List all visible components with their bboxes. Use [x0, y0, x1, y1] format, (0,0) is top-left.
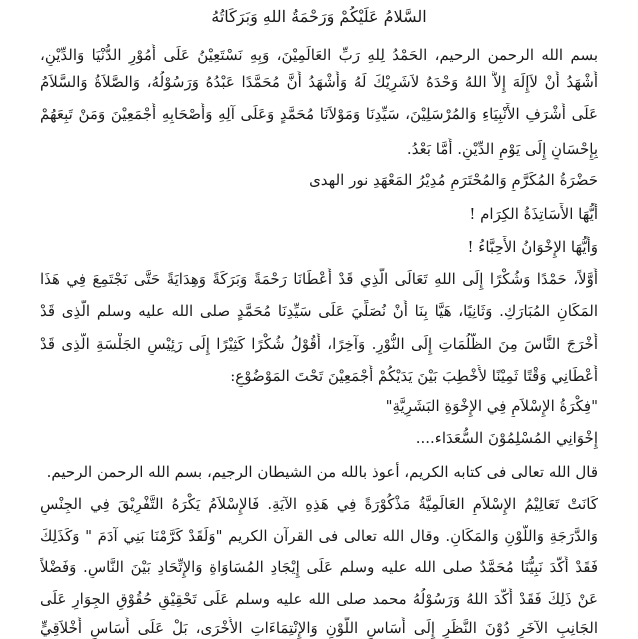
text-line: أَعْطَانِي وَقْتًا ثَمِيْنًا لأُخْطِبَ بَيْنَ يَدَيْكُمْ أَجْمَعِيْنَ تَحْتَ المَوْضُوْعِ:	[230, 367, 598, 385]
text-line: عَنْ ذَلِكَ فَقَدْ أَكَّدَ اللهُ وَرَسُوْلُهُ محمد صلى الله عليه وسلم عَلَى تَحْقِيْقِ حُقُوْقِ الجِوَارِ عَلَى	[40, 590, 598, 608]
text-line: أَيُّهَا الأَسَاتِذَةُ الكِرَام !	[469, 205, 598, 223]
text-line: أَخْرَجَ النَّاسَ مِنَ الظُّلُمَاتِ إِلَى النُّوْرِ. وَآخِرًا، أَقُوْلُ شُكْرًا كَثِيْرًا إِلَى رَئِيْسِ الجَلْسَةِ الَّذِى قَدْ	[40, 335, 598, 353]
topic-line: "فِكْرَةُ الإِسْلاَمِ فِي الإِخْوَةِ البَشَرِيَّةِ"	[385, 397, 598, 415]
text-line: وَأَيُّهَا الإِخْوَانُ الأَحِبَّاءُ !	[467, 238, 598, 256]
text-line: حَضْرَةُ المُكَرَّمِ وَالمُحْتَرَمِ مُدِيْرُ المَعْهَدِ نور الهدى	[309, 171, 598, 189]
text-line: وَالدَّرَجَةِ وَاللَّوْنِ وَالمَكَانِ. وقال الله تعالى فى القرآن الكريم "وَلَقَدْ كَرَّمْنَا بَنِي آدَمَ " وَكَذَلِكَ	[40, 527, 598, 545]
text-line: إِخْوَانِي المُسْلِمُوْنَ السُّعَدَاء....	[415, 429, 598, 447]
text-line: قال الله تعالى فى كتابه الكريم، أعوذ بالله من الشيطان الرجيم، بسم الله الرحمن الرحيم.	[46, 463, 598, 481]
text-line: عَلَى أَشْرَفِ الأَنْبِيَاءِ وَالمُرْسَلِيْنَ، سَيِّدِنَا وَمَوْلاَنَا مُحَمَّدٍ وَعَلَى آلِهِ وَأَصْحَابِهِ أَجْمَعِيْنَ وَمَنْ تَبِعَهُمْ	[40, 105, 598, 123]
text-line: بِإِحْسَانٍ إِلَى يَوْمِ الدِّيْنِ. أَمَّا بَعْدُ.	[406, 140, 598, 158]
text-line: فَقَدْ أَكَّدَ نَبِيُّنَا مُحَمَّدٌ صلى الله عليه وسلم عَلَى إِيْجَادِ المُسَاوَاةِ وَالإِتِّحَادِ بَيْنَ النَّاسِ. وَفَضْلاً	[40, 558, 598, 576]
text-line: كَانَتْ تَعَالِيْمُ الإِسْلاَمِ العَالَمِيَّةُ مَذْكُوْرَةً فِي هَذِهِ الآيَةِ. فَالإِسْلاَمُ يَكْرَهُ التَّفْرِيْقَ فِي الجِنْسِ	[40, 495, 598, 513]
text-line: الجَانِبِ الآخَرِ دُوْنَ النَّظَرِ إِلَى أَسَاسِ اللَّوْنِ وَالإِنْتِمَاءَاتِ الأُخْرَى، بَلْ عَلَى أَسَاسِ أَخْلاَقِيٍّ	[40, 619, 598, 637]
text-line: المَكَانِ المُبَارَكِ. وَثَانِيًا، هَيَّا بِنَا أَنْ نُصَلِّيَ عَلَى سَيِّدِنَا مُحَمَّدٍ صلى الله عليه وسلم الَّذِى قَدْ	[40, 302, 598, 320]
text-line: بسم الله الرحمن الرحيم، الحَمْدُ لِلهِ رَبِّ العَالَمِيْنَ، وَبِهِ نَسْتَعِيْنُ عَلَى أُمُوْرِ الدُّنْيَا وَالدِّيْنِ،	[40, 46, 598, 64]
greeting-line: السَّلامُ عَلَيْكُمْ وَرَحْمَةُ اللهِ وَبَرَكَاتُهُ	[211, 7, 427, 26]
text-line: أَشْهَدُ أَنْ لاَإِلَهَ إِلاَّ اللهُ وَحْدَهُ لاَشَرِيْكَ لَهُ وَأَشْهَدُ أَنَّ مُحَمَّدًا عَبْدُهُ وَرَسُوْلُهُ، وَالصَّلاَةُ وَالسَّلاَمُ	[40, 73, 598, 91]
text-line: أَوَّلاً، حَمْدًا وَشُكْرًا إِلَى اللهِ تَعَالَى الَّذِي قَدْ أَعْطَانَا رَحْمَةً وَبَرَكَةً وَهِدَايَةً حَتَّى نَجْتَمِعَ فِي هَذَا	[40, 270, 598, 288]
